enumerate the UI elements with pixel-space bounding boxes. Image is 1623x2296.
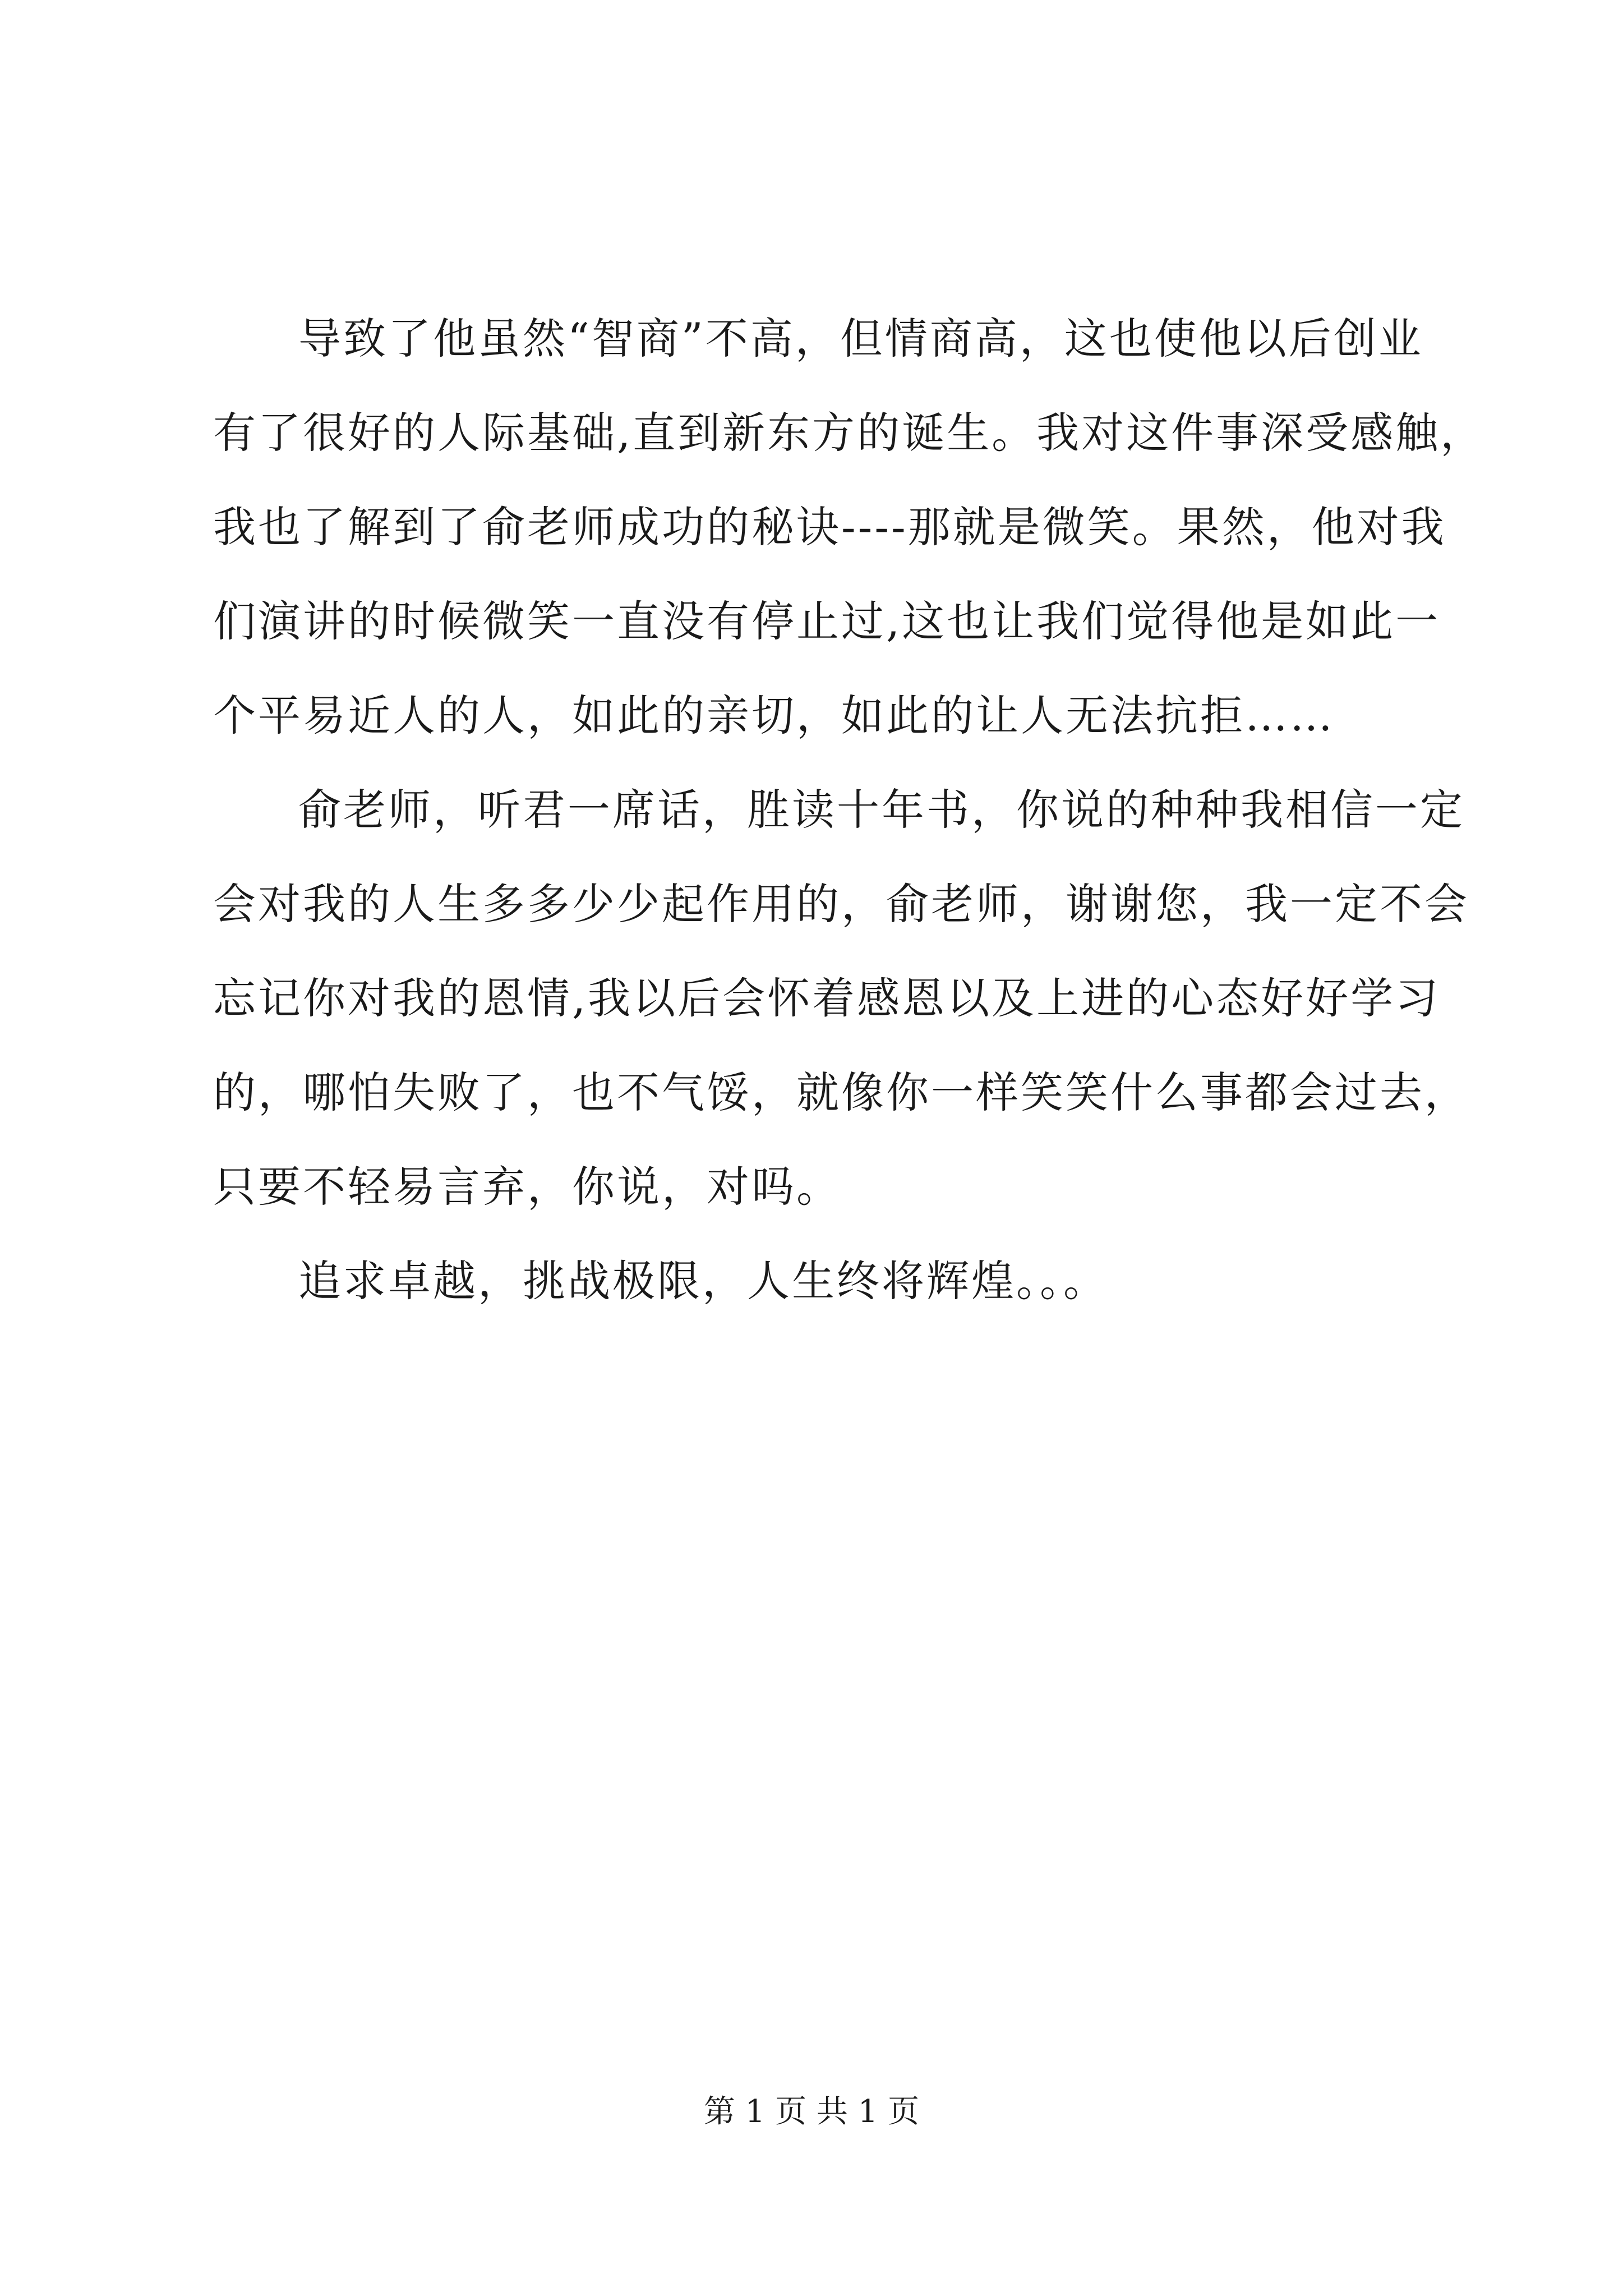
paragraph-line: 忘记你对我的恩情,我以后会怀着感恩以及上进的心态好好学习 (213, 973, 1441, 1023)
paragraph-line: 的，哪怕失败了，也不气馁，就像你一样笑笑什么事都会过去， (213, 1068, 1469, 1117)
paragraph-line: 会对我的人生多多少少起作用的，俞老师，谢谢您，我一定不会 (213, 879, 1469, 929)
page-number-footer: 第 1 页 共 1 页 (703, 2093, 920, 2130)
paragraph-line: 俞老师，听君一席话，胜读十年书，你说的种种我相信一定 (298, 785, 1465, 835)
paragraph-line: 个平易近人的人，如此的亲切，如此的让人无法抗拒…… (213, 691, 1335, 740)
paragraph-line: 我也了解到了俞老师成功的秘诀----那就是微笑。果然，他对我 (213, 502, 1446, 552)
paragraph-line: 们演讲的时候微笑一直没有停止过,这也让我们觉得他是如此一 (213, 596, 1441, 646)
paragraph-line: 追求卓越，挑战极限，人生终将辉煌。。。 (298, 1256, 1108, 1306)
paragraph-line: 导致了他虽然“智商”不高，但情商高，这也使他以后创业 (298, 314, 1423, 364)
document-body (213, 292, 1486, 1328)
paragraph-line: 有了很好的人际基础,直到新东方的诞生。我对这件事深受感触， (213, 408, 1486, 458)
paragraph-line: 只要不轻易言弃，你说，对吗。 (213, 1162, 841, 1212)
